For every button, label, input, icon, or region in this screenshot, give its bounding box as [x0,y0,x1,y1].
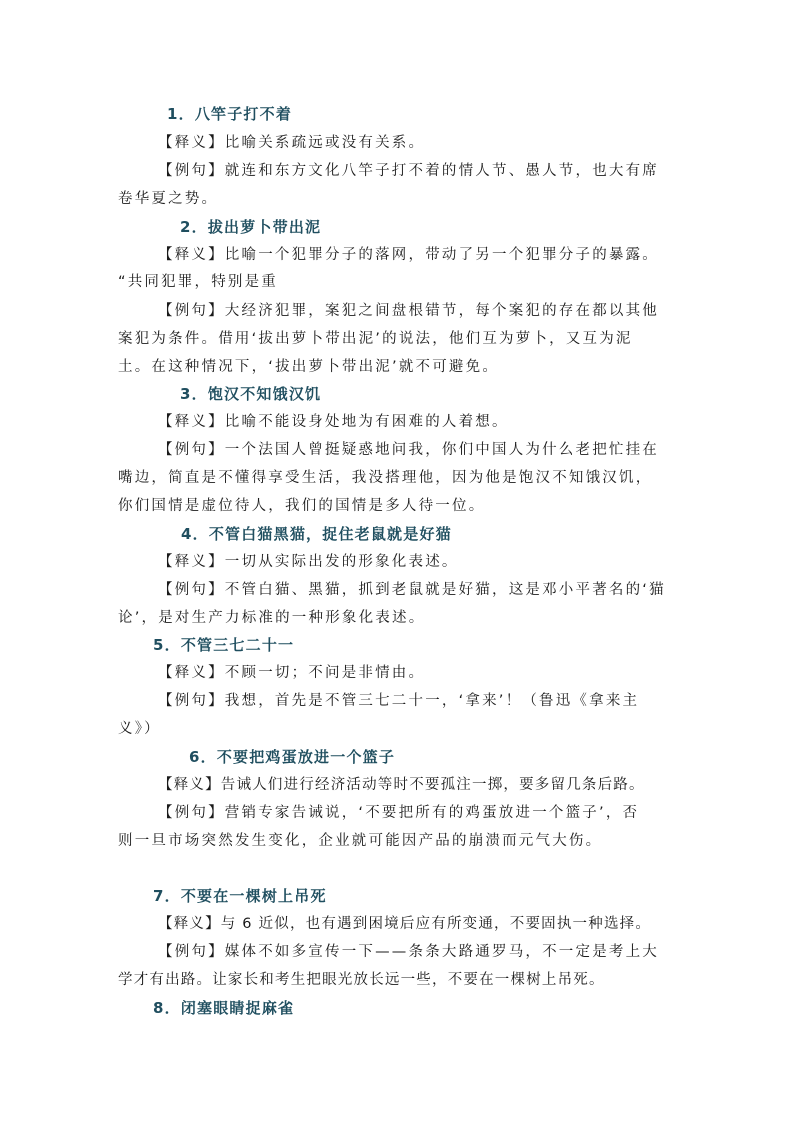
meaning-line: 【释义】一切从实际出发的形象化表述。 [158,554,459,570]
meaning-line: 【释义】不顾一切；不问是非情由。 [158,665,426,681]
entry-title: 4．不管白猫黑猫，捉住老鼠就是好猫 [181,525,452,543]
example-line: 【例句】营销专家告诫说，‘不要把所有的鸡蛋放进一个篮子’，否 [158,805,640,821]
example-line: 【例句】我想，首先是不管三七二十一，‘拿来’！（鲁迅《拿来主 [158,693,640,709]
entry-title: 1．八竿子打不着 [167,105,293,123]
example-line: 你们国情是虚位待人，我们的国情是多人待一位。 [118,498,486,514]
entry-title: 3．饱汉不知饿汉饥 [180,385,322,403]
example-line: 嘴边，简直是不懂得享受生活，我没搭理他，因为他是饱汉不知饿汉饥， [118,470,653,486]
entry-title: 7．不要在一棵树上吊死 [153,887,327,905]
example-line: 卷华夏之势。 [118,191,219,207]
entry-title: 2．拔出萝卜带出泥 [180,218,322,236]
example-line: 则一旦市场突然发生变化，企业就可能因产品的崩溃而元气大伤。 [118,833,603,849]
example-line: 【例句】就连和东方文化八竿子打不着的情人节、愚人节，也大有席 [158,163,659,179]
example-line: 【例句】不管白猫、黑猫，抓到老鼠就是好猫，这是邓小平著名的‘猫 [158,582,666,598]
example-line: 义》） [118,721,161,737]
example-line: 【例句】媒体不如多宣传一下——条条大路通罗马，不一定是考上大 [158,944,659,960]
entry-title: 6．不要把鸡蛋放进一个篮子 [189,748,396,766]
example-line: 论’，是对生产力标准的一种形象化表述。 [118,610,426,626]
example-line: 案犯为条件。借用‘拔出萝卜带出泥’的说法，他们互为萝卜，又互为泥 [118,331,633,347]
meaning-line: 【释义】比喻不能设身处地为有困难的人着想。 [158,414,509,430]
meaning-line: 【释义】比喻关系疏远或没有关系。 [158,135,426,151]
example-line: 【例句】大经济犯罪，案犯之间盘根错节，每个案犯的存在都以其他 [158,303,659,319]
meaning-line: “共同犯罪，特别是重 [118,274,279,290]
meaning-line: 【释义】与 6 近似，也有遇到困境后应有所变通，不要固执一种选择。 [158,916,652,932]
example-line: 学才有出路。让家长和考生把眼光放长远一些，不要在一棵树上吊死。 [118,972,605,988]
entry-title: 5．不管三七二十一 [153,636,295,654]
meaning-line: 【释义】比喻一个犯罪分子的落网，带动了另一个犯罪分子的暴露。 [158,247,659,263]
meaning-line: 【释义】告诫人们进行经济活动等时不要孤注一掷，要多留几条后路。 [158,777,645,793]
example-line: 【例句】一个法国人曾挺疑惑地问我，你们中国人为什么老把忙挂在 [158,442,659,458]
example-line: 土。在这种情况下，‘拔出萝卜带出泥’就不可避免。 [118,359,500,375]
entry-title: 8．闭塞眼睛捉麻雀 [153,999,295,1017]
